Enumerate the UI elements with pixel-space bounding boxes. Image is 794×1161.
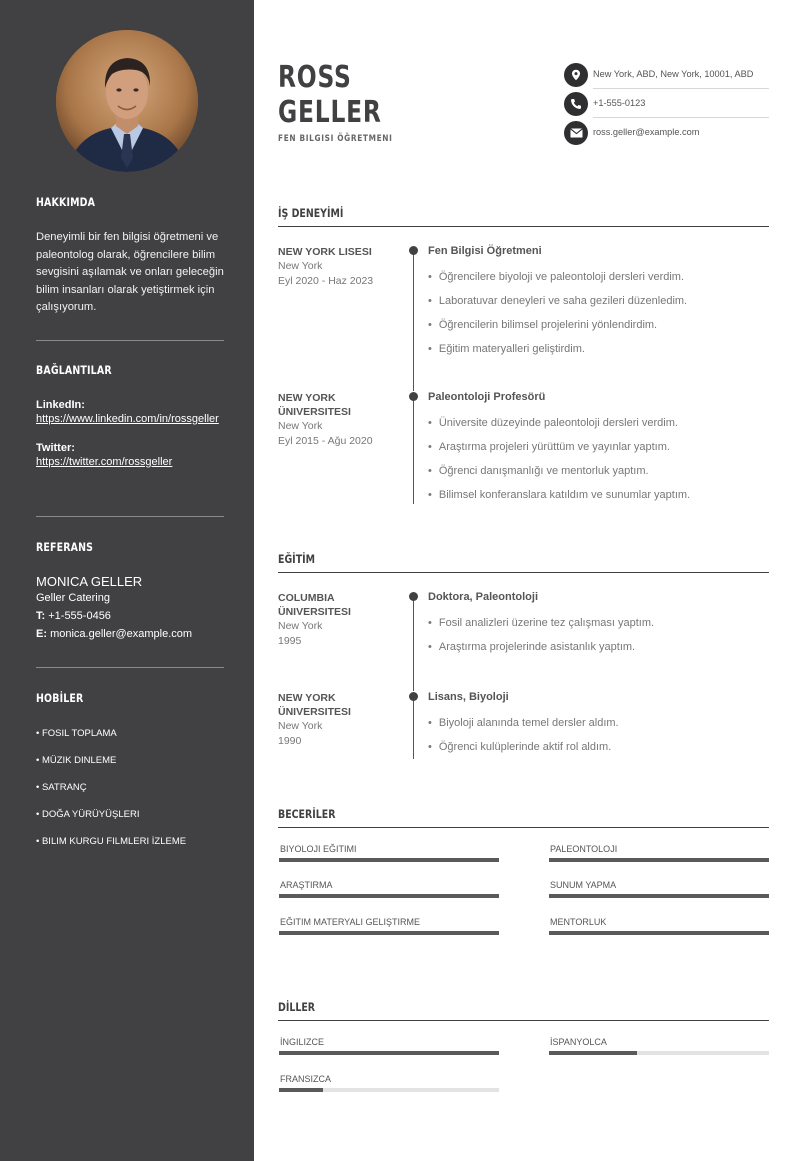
reference-email-label: E:: [36, 628, 47, 640]
bullet-list: [428, 711, 619, 759]
skill-item: [549, 844, 769, 862]
experience-entry: [278, 245, 769, 365]
location-pin-icon: [564, 63, 588, 87]
reference-email: [36, 625, 224, 643]
list-item: • Üniversite düzeyinde paleontoloji dersleri verdim.: [428, 411, 690, 435]
experience-title-text: İŞ DENEYİMİ: [278, 206, 344, 220]
skill-bar: [279, 931, 499, 935]
list-item: • Biyoloji alanında temel dersler aldım.: [428, 711, 619, 735]
skill-bar: [279, 894, 499, 898]
org-name: NEW YORK ÜNIVERSITESI: [278, 692, 351, 718]
hobby-item: • FOSIL TOPLAMA: [36, 728, 117, 739]
skill-bar-fill: [279, 858, 499, 862]
list-item: • Öğrenci danışmanlığı ve mentorluk yaptım.: [428, 459, 690, 483]
list-item: • Fosil analizleri üzerine tez çalışması yaptım.: [428, 611, 654, 635]
experience-org: [278, 391, 398, 448]
language-item: [279, 1037, 499, 1055]
contact-address: [564, 60, 769, 89]
list-item: • Öğrencilere biyoloji ve paleontoloji dersleri verdim.: [428, 265, 687, 289]
hobbies-title: HOBİLER: [36, 691, 84, 705]
hobby-item: • BILIM KURGU FILMLERI İZLEME: [36, 836, 187, 847]
reference-phone-value: +1-555-0456: [48, 610, 111, 622]
language-bar-fill: [279, 1051, 499, 1055]
skill-bar: [549, 894, 769, 898]
reference-title: REFERANS: [36, 540, 94, 554]
bullet-list: [428, 411, 690, 507]
profile-photo: [56, 30, 198, 172]
language-bar-fill: [279, 1088, 323, 1092]
skill-label: BIYOLOJI EĞITIMI: [280, 844, 357, 854]
language-label: İSPANYOLCA: [550, 1037, 607, 1047]
org-place: New York: [278, 260, 323, 272]
timeline-line: [413, 597, 414, 691]
sidebar: [0, 0, 254, 1161]
language-item: [549, 1037, 769, 1055]
skill-item: [279, 917, 499, 935]
experience-entry: [278, 391, 769, 511]
skill-item: [549, 880, 769, 898]
language-bar: [279, 1088, 499, 1092]
envelope-icon: [564, 121, 588, 145]
twitter-link[interactable]: https://twitter.com/rossgeller: [36, 456, 173, 468]
about-section: [36, 195, 224, 317]
language-bar: [279, 1051, 499, 1055]
org-dates: 1995: [278, 634, 302, 647]
list-item: • Eğitim materyalleri geliştirdim.: [428, 337, 687, 361]
skill-label: ARAŞTIRMA: [280, 880, 333, 890]
timeline-dot: [409, 392, 418, 401]
timeline-dot: [409, 592, 418, 601]
skill-item: [279, 880, 499, 898]
full-name: [278, 60, 382, 130]
education-title-text: EĞİTİM: [278, 552, 316, 566]
skill-bar: [279, 858, 499, 862]
skill-label: MENTORLUK: [550, 917, 607, 927]
list-item: • Öğrencilerin bilimsel projelerini yönlendirdim.: [428, 313, 687, 337]
experience-org: [278, 245, 398, 288]
list-item: • Bilimsel konferanslara katıldım ve sunumlar yaptım.: [428, 483, 690, 507]
language-item: [279, 1074, 499, 1092]
position-title: Fen Bilgisi Öğretmeni: [428, 245, 542, 257]
org-place: New York: [278, 420, 323, 432]
degree-title: Doktora, Paleontoloji: [428, 591, 539, 603]
skill-bar-fill: [549, 858, 769, 862]
hobby-item: • DOĞA YÜRÜYÜŞLERI: [36, 809, 140, 820]
list-item: • Araştırma projelerinde asistanlık yaptım.: [428, 635, 654, 659]
languages-title-text: DİLLER: [278, 1000, 316, 1014]
reference-email-value: monica.geller@example.com: [50, 628, 193, 640]
divider: [36, 516, 224, 517]
skill-label: SUNUM YAPMA: [550, 880, 617, 890]
links-section: [36, 363, 224, 470]
education-entry: [278, 591, 769, 671]
linkedin-label: LinkedIn:: [36, 399, 85, 411]
reference-phone: [36, 607, 224, 625]
languages-title: [278, 1000, 769, 1021]
skill-bar: [549, 858, 769, 862]
education-org: [278, 691, 398, 748]
org-dates: 1990: [278, 734, 302, 747]
position-title: Paleontoloji Profesörü: [428, 391, 546, 403]
language-label: FRANSIZCA: [280, 1074, 332, 1084]
twitter-label: Twitter:: [36, 442, 75, 454]
skills-title-text: BECERİLER: [278, 807, 336, 821]
list-item: • Araştırma projeleri yürüttüm ve yayınlar yaptım.: [428, 435, 690, 459]
education-title: [278, 552, 769, 573]
bullet-list: [428, 265, 687, 361]
about-text: Deneyimli bir fen bilgisi öğretmeni ve paleontolog olarak, öğrencilere bilim sevgisini aşılamak ve onları geleceğin bilim insanları olarak yetiştirmek için çalışıyorum.: [36, 231, 224, 313]
education-entry: [278, 691, 769, 771]
reference-name: MONICA GELLER: [36, 574, 143, 589]
avatar: [56, 30, 198, 172]
divider: [36, 667, 224, 668]
skill-item: [549, 917, 769, 935]
timeline-dot: [409, 692, 418, 701]
org-dates: Eyl 2015 - Ağu 2020: [278, 434, 373, 447]
timeline-line: [413, 251, 414, 391]
language-bar-fill: [549, 1051, 637, 1055]
org-name: COLUMBIA ÜNIVERSITESI: [278, 592, 351, 618]
skill-item: [279, 844, 499, 862]
last-name: GELLER: [278, 95, 382, 130]
language-bar: [549, 1051, 769, 1055]
org-place: New York: [278, 620, 323, 632]
skill-bar-fill: [279, 894, 499, 898]
divider: [36, 340, 224, 341]
language-label: İNGILIZCE: [280, 1037, 325, 1047]
list-item: • Laboratuvar deneyleri ve saha gezileri düzenledim.: [428, 289, 687, 313]
org-name: NEW YORK LISESI: [278, 246, 372, 258]
org-name: NEW YORK ÜNIVERSITESI: [278, 392, 351, 418]
hobby-item: • SATRANÇ: [36, 782, 87, 793]
skill-bar-fill: [549, 931, 769, 935]
skill-label: EĞITIM MATERYALI GELIŞTIRME: [280, 917, 421, 927]
job-title: FEN BILGISI ÖĞRETMENI: [278, 134, 393, 144]
experience-title: [278, 206, 769, 227]
education-org: [278, 591, 398, 648]
bullet-list: [428, 611, 654, 659]
email-text: ross.geller@example.com: [593, 127, 700, 137]
skill-bar-fill: [549, 894, 769, 898]
about-title: HAKKIMDA: [36, 195, 96, 209]
first-name: ROSS: [278, 60, 352, 95]
skills-title: [278, 807, 769, 828]
phone-text: +1-555-0123: [593, 89, 769, 118]
timeline-dot: [409, 246, 418, 255]
timeline-line: [413, 697, 414, 759]
list-item: • Öğrenci kulüplerinde aktif rol aldım.: [428, 735, 619, 759]
skill-label: PALEONTOLOJI: [550, 844, 618, 854]
skill-bar: [549, 931, 769, 935]
reference-company: Geller Catering: [36, 592, 110, 604]
org-place: New York: [278, 720, 323, 732]
address-text: New York, ABD, New York, 10001, ABD: [593, 60, 769, 89]
linkedin-link[interactable]: https://www.linkedin.com/in/rossgeller: [36, 413, 219, 425]
org-dates: Eyl 2020 - Haz 2023: [278, 274, 374, 287]
reference-phone-label: T:: [36, 610, 46, 622]
links-title: BAĞLANTILAR: [36, 363, 112, 377]
phone-icon: [564, 92, 588, 116]
timeline-line: [413, 397, 414, 504]
hobbies-section: [36, 691, 224, 855]
reference-section: [36, 540, 224, 643]
skill-bar-fill: [279, 931, 499, 935]
degree-title: Lisans, Biyoloji: [428, 691, 509, 703]
contact-phone: [564, 89, 769, 118]
hobby-item: • MÜZIK DINLEME: [36, 755, 117, 766]
contact-email: [564, 118, 769, 147]
